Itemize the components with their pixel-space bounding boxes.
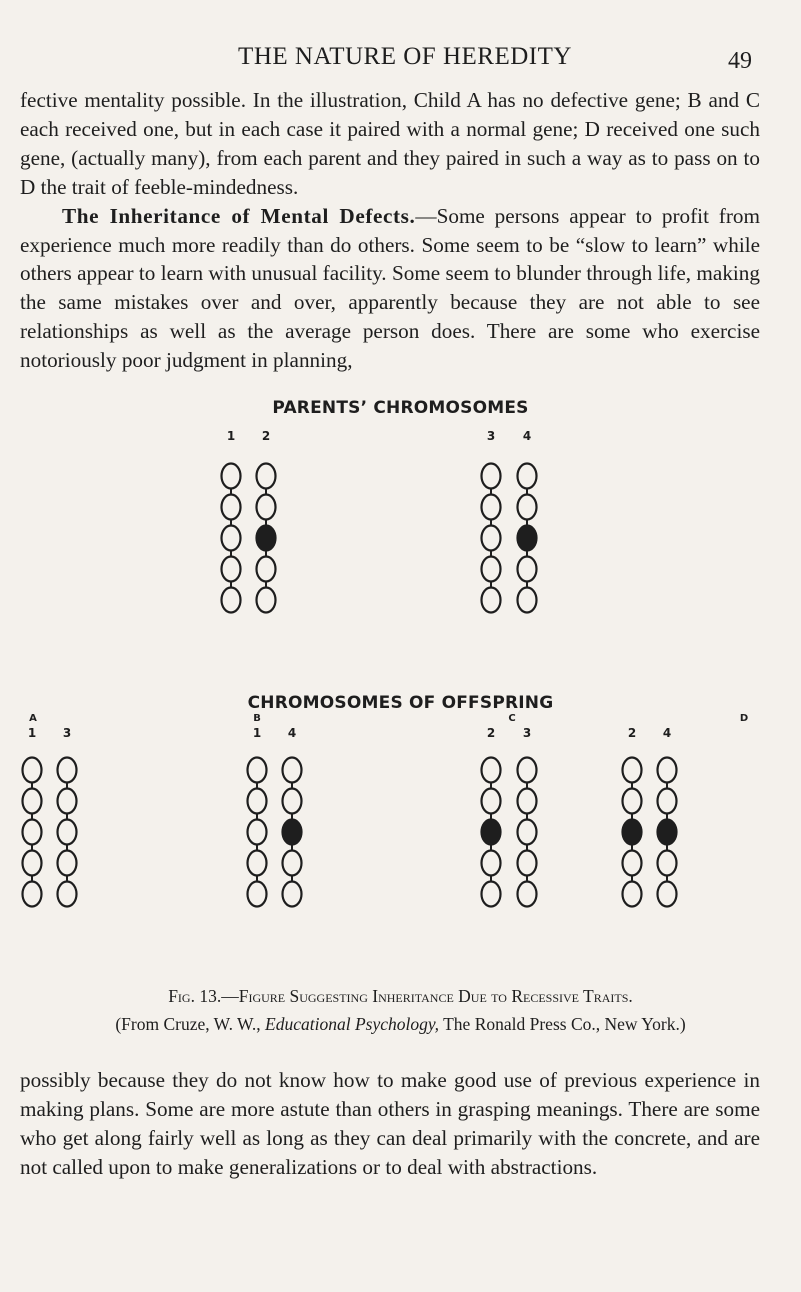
normal-gene	[23, 789, 42, 814]
defective-gene	[482, 820, 501, 845]
page-number: 49	[728, 48, 752, 74]
text-block-bottom	[20, 1066, 760, 1182]
running-title: THE NATURE OF HEREDITY	[238, 43, 572, 70]
text-block-top	[20, 86, 760, 375]
parent-chromosome-number: 1	[226, 429, 236, 443]
paragraph-continuation: possibly because they do not know how to make good use of previous experience in making plans. Some are more astute than others in grasping meanings. There are some who get along fairly well as long as they can deal primarily with the concrete, and are not called upon to make generalizations or to deal with abstractions.	[20, 1068, 760, 1179]
normal-gene	[222, 464, 241, 489]
offspring-letter: C	[508, 713, 516, 724]
normal-gene	[482, 464, 501, 489]
caption-text: —Figure Suggesting Inheritance Due to Recessive Traits.	[221, 986, 633, 1006]
normal-gene	[482, 758, 501, 783]
normal-gene	[482, 851, 501, 876]
normal-gene	[257, 464, 276, 489]
figure-source	[0, 1013, 801, 1035]
normal-gene	[222, 557, 241, 582]
normal-gene	[58, 851, 77, 876]
normal-gene	[482, 882, 501, 907]
normal-gene	[623, 789, 642, 814]
normal-gene	[58, 758, 77, 783]
normal-gene	[283, 882, 302, 907]
normal-gene	[518, 588, 537, 613]
normal-gene	[283, 851, 302, 876]
paragraph-continued: fective mentality possible. In the illustration, Child A has no defective gene; B and C each received one, but in each case it paired with a normal gene; D received one such gene, (actually many), from each parent and they paired in such a way as to pass on to D the trait of feeble-mindedness.	[20, 88, 760, 199]
normal-gene	[518, 851, 537, 876]
normal-gene	[518, 882, 537, 907]
parent-chromosome-number: 4	[522, 429, 532, 443]
normal-gene	[658, 851, 677, 876]
normal-gene	[248, 851, 267, 876]
defective-gene	[623, 820, 642, 845]
defective-gene	[283, 820, 302, 845]
normal-gene	[248, 882, 267, 907]
parent-chromosome	[257, 464, 276, 613]
normal-gene	[58, 789, 77, 814]
normal-gene	[518, 820, 537, 845]
normal-gene	[283, 758, 302, 783]
chromosome-diagram	[0, 380, 801, 980]
parent-chromosome	[518, 464, 537, 613]
source-close: The Ronald Press Co., New York.)	[439, 1014, 686, 1034]
normal-gene	[23, 758, 42, 783]
normal-gene	[248, 820, 267, 845]
offspring-chromosomes-title: CHROMOSOMES OF OFFSPRING	[247, 693, 554, 713]
normal-gene	[58, 820, 77, 845]
normal-gene	[658, 789, 677, 814]
offspring-letter: A	[29, 713, 37, 724]
normal-gene	[482, 789, 501, 814]
offspring-chromosome	[658, 758, 677, 907]
normal-gene	[518, 464, 537, 489]
normal-gene	[23, 820, 42, 845]
running-head	[0, 38, 801, 78]
offspring-chromosome	[623, 758, 642, 907]
normal-gene	[257, 588, 276, 613]
normal-gene	[283, 789, 302, 814]
parent-chromosome-number: 2	[261, 429, 271, 443]
normal-gene	[222, 526, 241, 551]
normal-gene	[623, 882, 642, 907]
offspring-chromosome-number: 3	[522, 726, 532, 740]
normal-gene	[257, 495, 276, 520]
offspring-chromosome-number: 4	[662, 726, 672, 740]
parent-chromosome	[482, 464, 501, 613]
offspring-chromosome-number: 2	[627, 726, 637, 740]
offspring-chromosome	[23, 758, 42, 907]
normal-gene	[623, 758, 642, 783]
normal-gene	[257, 557, 276, 582]
paragraph-mental-defects-text: —Some persons appear to profit from experience much more readily than do others. Some seem to be “slow to learn” while others appear to learn with unusual facility. Some seem to blunder through life, making the same mistakes over and over, apparently because they are not able to see relationships as well as the average person does. There are some who exercise notoriously poor judgment in planning,	[20, 203, 760, 373]
caption-label: Fig. 13.	[168, 986, 222, 1006]
normal-gene	[518, 495, 537, 520]
parent-chromosome-number: 3	[486, 429, 496, 443]
normal-gene	[623, 851, 642, 876]
offspring-chromosome	[248, 758, 267, 907]
offspring-chromosome	[482, 758, 501, 907]
offspring-chromosome	[518, 758, 537, 907]
source-open: (From Cruze, W. W.,	[115, 1014, 266, 1034]
offspring-chromosome-number: 4	[287, 726, 297, 740]
defective-gene	[257, 526, 276, 551]
normal-gene	[518, 557, 537, 582]
offspring-letter: D	[739, 713, 749, 724]
figure-13	[0, 380, 801, 980]
normal-gene	[222, 495, 241, 520]
source-title: Educational Psychology,	[265, 1014, 440, 1034]
normal-gene	[658, 882, 677, 907]
parent-chromosome	[222, 464, 241, 613]
normal-gene	[482, 495, 501, 520]
defective-gene	[658, 820, 677, 845]
normal-gene	[222, 588, 241, 613]
offspring-chromosome-number: 2	[486, 726, 496, 740]
normal-gene	[482, 557, 501, 582]
normal-gene	[482, 588, 501, 613]
normal-gene	[482, 526, 501, 551]
offspring-chromosome	[283, 758, 302, 907]
offspring-letter: B	[253, 713, 261, 724]
normal-gene	[248, 789, 267, 814]
normal-gene	[518, 758, 537, 783]
normal-gene	[658, 758, 677, 783]
normal-gene	[23, 851, 42, 876]
offspring-chromosome-number: 1	[252, 726, 262, 740]
normal-gene	[248, 758, 267, 783]
offspring-chromosome-number: 3	[62, 726, 72, 740]
parents-chromosomes-title: PARENTS’ CHROMOSOMES	[272, 398, 529, 418]
section-heading: The Inheritance of Mental Defects.	[62, 203, 416, 228]
paragraph-mental-defects	[20, 202, 760, 375]
offspring-chromosome	[58, 758, 77, 907]
normal-gene	[58, 882, 77, 907]
normal-gene	[518, 789, 537, 814]
figure-caption	[0, 985, 801, 1007]
normal-gene	[23, 882, 42, 907]
defective-gene	[518, 526, 537, 551]
offspring-chromosome-number: 1	[27, 726, 37, 740]
